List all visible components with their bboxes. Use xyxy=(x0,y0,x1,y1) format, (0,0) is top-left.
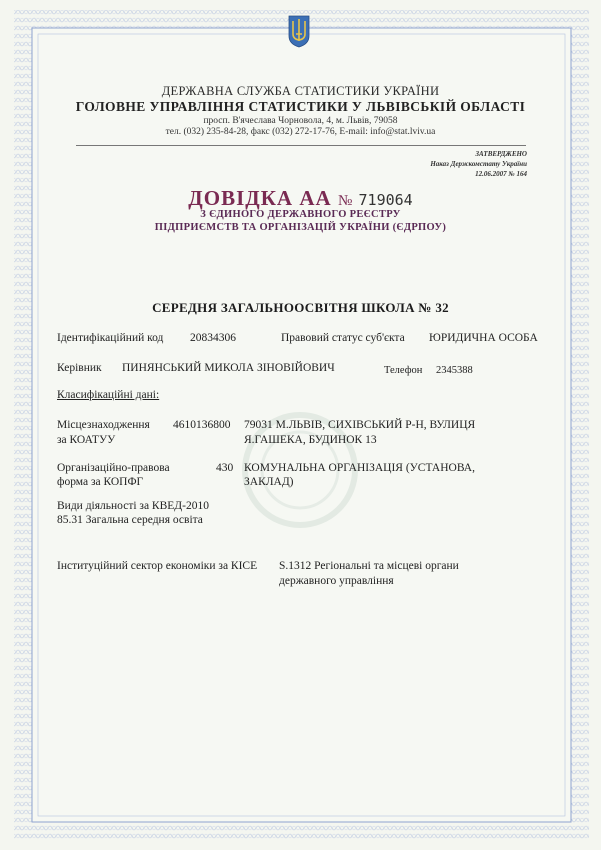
kved-label: Види діяльності за КВЕД-2010 xyxy=(57,500,209,512)
issuer-service: ДЕРЖАВНА СЛУЖБА СТАТИСТИКИ УКРАЇНИ xyxy=(161,84,440,98)
kopfg-label-line2: форма за КОПФГ xyxy=(57,476,144,488)
koatuu-address-line2: Я.ГАШЕКА, БУДИНОК 13 xyxy=(244,434,377,446)
certificate-number-sign: № xyxy=(337,193,353,209)
issuer-address: просп. В'ячеслава Чорновола, 4, м. Львів, 79058 xyxy=(203,116,398,126)
koatuu-label-line1: Місцезнаходження xyxy=(57,419,150,431)
certificate-title-word: ДОВІДКА xyxy=(188,186,294,210)
entity-name: СЕРЕДНЯ ЗАГАЛЬНООСВІТНЯ ШКОЛА № 32 xyxy=(152,300,449,315)
koatuu-label-line2: за КОАТУУ xyxy=(57,434,116,446)
header-divider xyxy=(76,145,526,146)
trident-emblem-icon xyxy=(287,14,311,48)
issuer-department: ГОЛОВНЕ УПРАВЛІННЯ СТАТИСТИКИ У ЛЬВІВСЬКІЙ ОБЛАСТІ xyxy=(75,99,526,114)
kopfg-label-line1: Організаційно-правова xyxy=(57,462,170,474)
kise-value-line2: державного управління xyxy=(279,575,394,587)
kopfg-value-line1: КОМУНАЛЬНА ОРГАНІЗАЦІЯ (УСТАНОВА, xyxy=(244,462,475,474)
phone-label: Телефон xyxy=(384,365,423,376)
classification-heading: Класифікаційні дані: xyxy=(57,389,160,401)
koatuu-code: 4610136800 xyxy=(173,419,231,431)
kise-label: Інституційний сектор економіки за КІСЕ xyxy=(57,560,258,572)
legal-status-label: Правовий статус суб'єкта xyxy=(281,332,405,344)
kved-activity: 85.31 Загальна середня освіта xyxy=(57,514,203,526)
legal-status-value: ЮРИДИЧНА ОСОБА xyxy=(429,332,538,344)
director-label: Керівник xyxy=(57,362,102,374)
kopfg-code: 430 xyxy=(216,462,234,474)
id-code-value: 20834306 xyxy=(190,332,236,344)
certificate-series: АА xyxy=(299,186,332,210)
kopfg-value-line2: ЗАКЛАД) xyxy=(244,476,294,488)
certificate-subtitle-line2: ПІДПРИЄМСТВ ТА ОРГАНІЗАЦІЙ УКРАЇНИ (ЄДРПОУ) xyxy=(154,222,447,233)
issuer-contacts: тел. (032) 235-84-28, факс (032) 272-17-76, E-mail: info@stat.lviv.ua xyxy=(165,127,436,137)
approval-date: 12.06.2007 № 164 xyxy=(475,170,527,178)
approval-order: Наказ Держкомстату України xyxy=(430,160,527,168)
certificate-title xyxy=(0,186,601,211)
koatuu-address-line1: 79031 М.ЛЬВІВ, СИХІВСЬКИЙ Р-Н, ВУЛИЦЯ xyxy=(244,419,476,431)
certificate-subtitle-line1: З ЄДИНОГО ДЕРЖАВНОГО РЕЄСТРУ xyxy=(200,209,401,220)
certificate-number: 719064 xyxy=(358,191,413,209)
approval-mark: ЗАТВЕРДЖЕНО xyxy=(475,150,527,158)
id-code-label: Ідентифікаційний код xyxy=(57,332,164,344)
director-name: ПИНЯНСЬКИЙ МИКОЛА ЗІНОВІЙОВИЧ xyxy=(122,362,335,374)
kise-value-line1: S.1312 Регіональні та місцеві органи xyxy=(279,560,459,572)
phone-value: 2345388 xyxy=(436,365,473,376)
